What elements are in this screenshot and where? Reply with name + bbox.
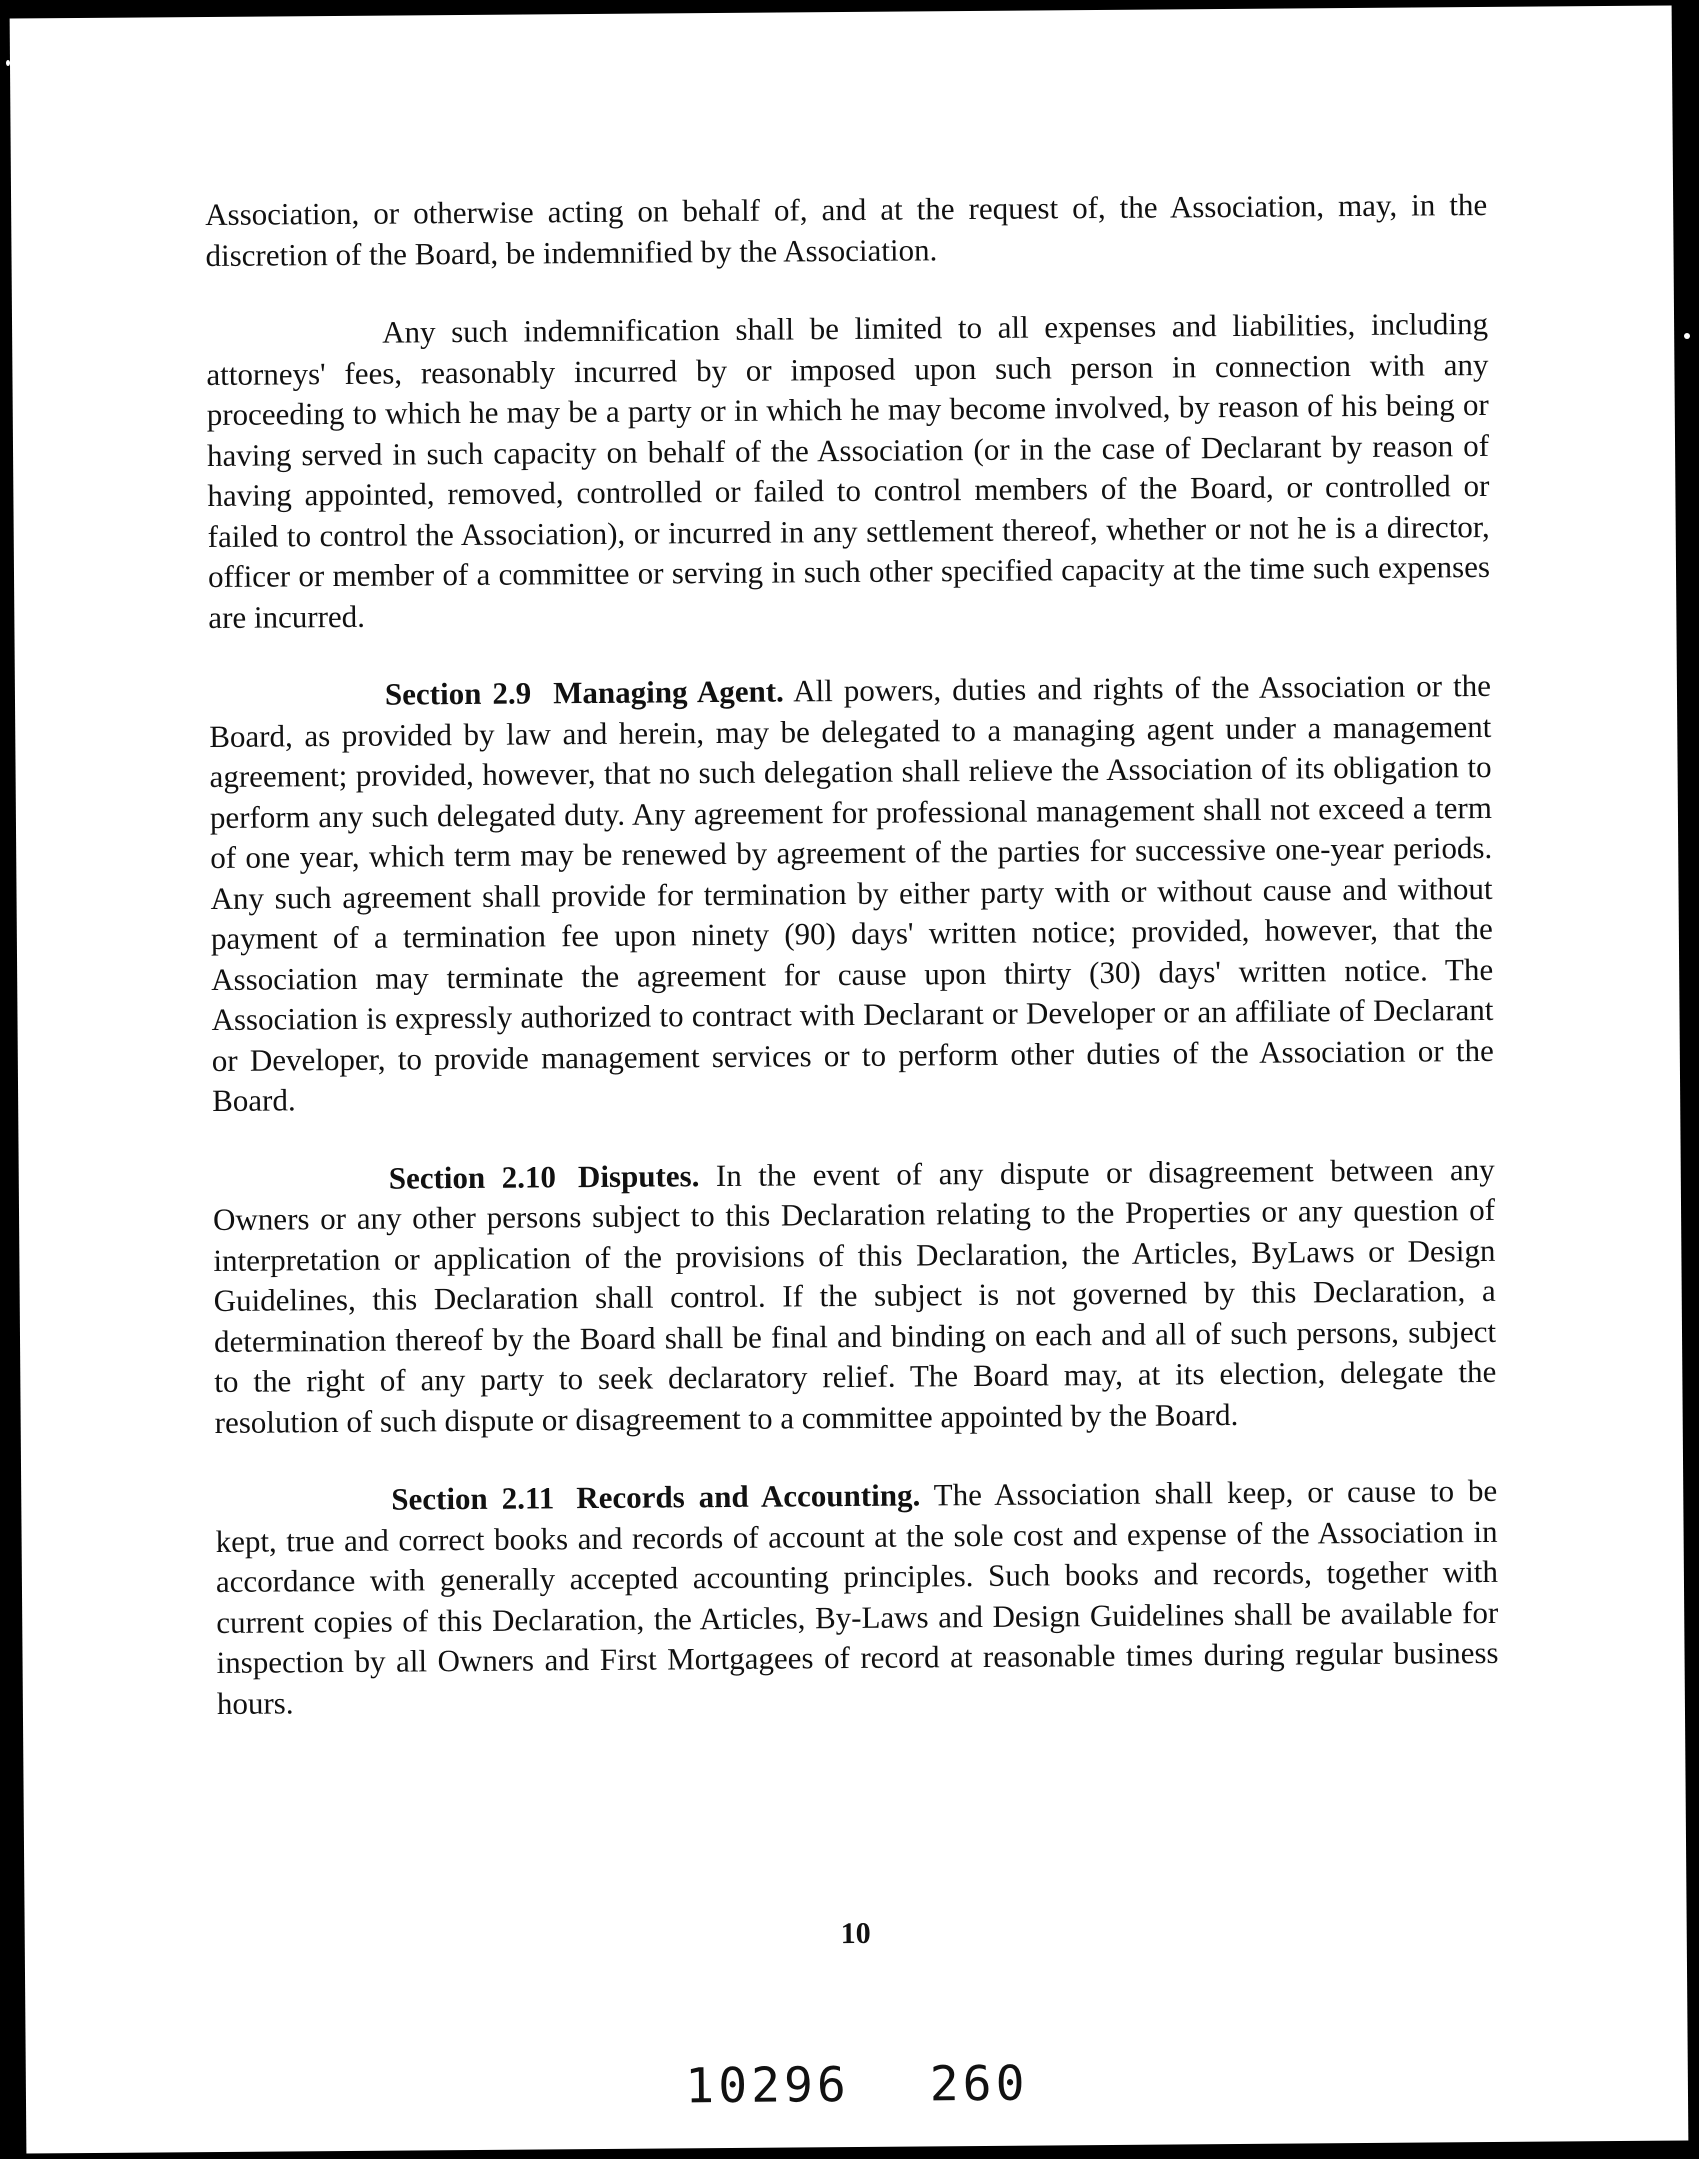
page-number: 10 bbox=[840, 1916, 871, 1951]
section-2-9-number: Section 2.9 bbox=[384, 675, 532, 712]
section-2-10-number: Section 2.10 bbox=[388, 1158, 557, 1196]
section-2-9-body: All powers, duties and rights of the Association or the Board, as provided by law and herein, may be delegated to a managing agent under a management agreement; provided, however, that no such delegation shall relieve the Association of its obligation to perform any such delegated duty. Any agreement for professional management shall not exceed a term of one year, which term may be renewed by agreement of the parties for successive one-year periods. Any such agreement shall provide for termination by either party with or without cause and without payment of a termination fee upon ninety (90) days' written notice; provided, however, that the Association may terminate the agreement for cause upon thirty (30) days' written notice. The Association is expressly authorized to contract with Declarant or Developer or an affiliate of Declarant or Developer, to provide management services or to perform other duties of the Association or the Board. bbox=[209, 667, 1494, 1119]
document-page bbox=[10, 6, 1689, 2154]
section-2-11-body: The Association shall keep, or cause to be kept, true and correct books and records of account at the sole cost and expense of the Association in accordance with generally accepted accounting principles. Such books and records, together with current copies of this Declaration, the Articles, By-Laws and Design Guidelines shall be available for inspection by all Owners and First Mortgagees of record at reasonable times during regular business hours. bbox=[215, 1472, 1499, 1721]
document-id-stamp bbox=[26, 2050, 1688, 2119]
scan-speck-top-left bbox=[6, 60, 10, 66]
section-2-10-heading bbox=[389, 1158, 700, 1195]
section-2-11-number: Section 2.11 bbox=[391, 1480, 555, 1517]
paragraph-continuation: Association, or otherwise acting on behalf of, and at the request of, the Association, may, in the discretion of the Board, be indemnified by the Association. bbox=[205, 186, 1488, 273]
section-2-10-title: Disputes. bbox=[577, 1157, 700, 1194]
paragraph-indemnification: Any such indemnification shall be limited to all expenses and liabilities, including attorneys' fees, reasonably incurred by or imposed upon such person in connection with any proceeding to which he may be a party or in which he may become involved, by reason of his being or having served in such capacity on behalf of the Association (or in the case of Declarant by reason of having appointed, removed, controlled or failed to control members of the Board, or controlled or failed to control the Association), or incurred in any settlement thereof, whether or not he is a director, officer or member of a committee or serving in such other specified capacity at the time such expenses are incurred. bbox=[206, 305, 1491, 635]
section-2-9-title: Managing Agent. bbox=[553, 673, 784, 711]
scan-speck-right bbox=[1684, 333, 1690, 339]
section-2-11 bbox=[215, 1471, 1499, 1724]
document-id-part-1: 10296 bbox=[685, 2057, 851, 2115]
section-2-10 bbox=[213, 1149, 1497, 1443]
document-id-part-2: 260 bbox=[929, 2055, 1029, 2113]
section-2-11-heading bbox=[391, 1477, 920, 1516]
section-2-11-title: Records and Accounting. bbox=[576, 1477, 921, 1516]
section-2-9 bbox=[209, 666, 1494, 1122]
section-2-10-body: In the event of any dispute or disagreement between any Owners or any other persons subject to this Declaration relating to the Properties or any question of interpretation or application of the provisions of this Declaration, the Articles, ByLaws or Design Guidelines, this Declaration shall control. If the subject is not governed by this Declaration, a determination thereof by the Board shall be final and binding on each and all of such persons, subject to the right of any party to seek declaratory relief. The Board may, at its election, delegate the resolution of such dispute or disagreement to a committee appointed by the Board. bbox=[212, 1151, 1497, 1440]
body-text bbox=[205, 185, 1499, 1762]
section-2-9-heading bbox=[385, 674, 784, 712]
